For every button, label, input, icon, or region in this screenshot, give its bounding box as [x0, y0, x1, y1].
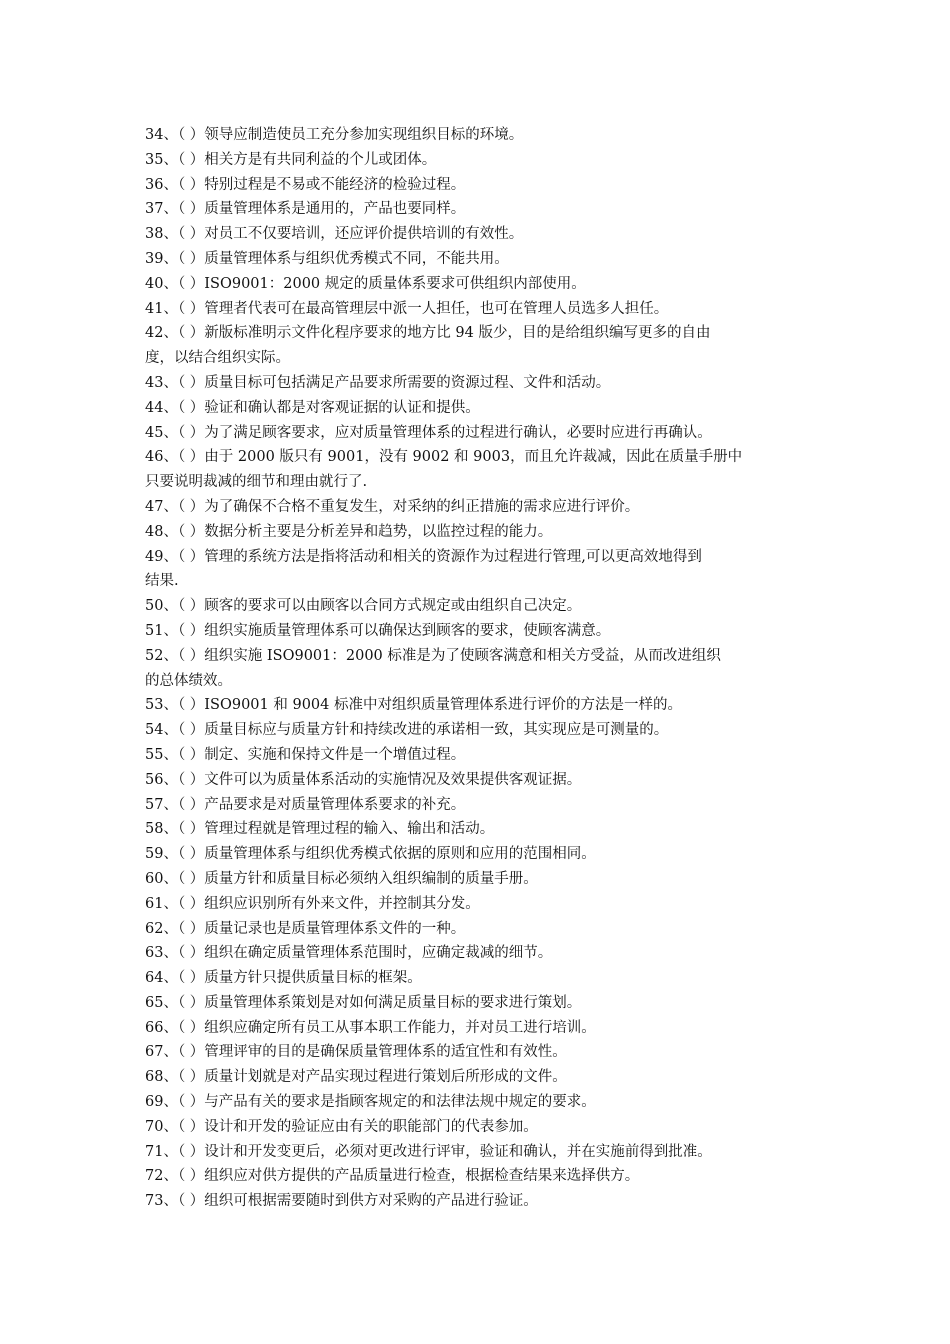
text-line-17: 48、（ ）数据分析主要是分析差异和趋势，以监控过程的能力。 [145, 523, 553, 540]
text-line-9: 42、（ ）新版标准明示文件化程序要求的地方比 94 版少，目的是给组织编写更多的自由 [145, 325, 711, 342]
text-line-33: 62、（ ）质量记录也是质量管理体系文件的一种。 [145, 920, 466, 937]
text-line-20: 50、（ ）顾客的要求可以由顾客以合同方式规定或由组织自己决定。 [145, 598, 582, 615]
text-line-26: 55、（ ）制定、实施和保持文件是一个增值过程。 [145, 746, 466, 763]
text-line-19: 结果. [145, 573, 179, 590]
text-line-14: 46、（ ）由于 2000 版只有 9001，没有 9002 和 9003，而且允许裁减，因此在质量手册中 [145, 449, 743, 466]
text-line-32: 61、（ ）组织应识别所有外来文件，并控制其分发。 [145, 895, 480, 912]
text-line-1: 34、（ ）领导应制造使员工充分参加实现组织目标的环境。 [145, 127, 524, 143]
text-line-29: 58、（ ）管理过程就是管理过程的输入、输出和活动。 [145, 821, 495, 838]
text-line-6: 39、（ ）质量管理体系与组织优秀模式不同，不能共用。 [145, 250, 509, 267]
text-line-38: 67、（ ）管理评审的目的是确保质量管理体系的适宜性和有效性。 [145, 1044, 567, 1061]
text-line-44: 73、（ ）组织可根据需要随时到供方对采购的产品进行验证。 [145, 1193, 538, 1210]
text-line-22: 52、（ ）组织实施 ISO9001：2000 标准是为了使顾客满意和相关方受益，从而改进组织 [145, 647, 721, 664]
text-line-37: 66、（ ）组织应确定所有员工从事本职工作能力，并对员工进行培训。 [145, 1019, 596, 1036]
text-line-35: 64、（ ）质量方针只提供质量目标的框架。 [145, 970, 422, 987]
text-line-12: 44、（ ）验证和确认都是对客观证据的认证和提供。 [145, 399, 480, 416]
text-line-21: 51、（ ）组织实施质量管理体系可以确保达到顾客的要求，使顾客满意。 [145, 622, 611, 639]
text-line-10: 度，以结合组织实际。 [145, 350, 290, 367]
text-line-8: 41、（ ）管理者代表可在最高管理层中派一人担任，也可在管理人员选多人担任。 [145, 300, 669, 317]
text-line-7: 40、（ ）ISO9001：2000 规定的质量体系要求可供组织内部使用。 [145, 275, 586, 292]
text-line-25: 54、（ ）质量目标应与质量方针和持续改进的承诺相一致，其实现应是可测量的。 [145, 722, 669, 739]
text-line-34: 63、（ ）组织在确定质量管理体系范围时，应确定裁减的细节。 [145, 945, 553, 962]
text-line-42: 71、（ ）设计和开发变更后，必须对更改进行评审，验证和确认，并在实施前得到批准。 [145, 1143, 712, 1160]
text-line-16: 47、（ ）为了确保不合格不重复发生，对采纳的纠正措施的需求应进行评价。 [145, 498, 640, 515]
text-line-18: 49、（ ）管理的系统方法是指将活动和相关的资源作为过程进行管理,可以更高效地得到 [145, 548, 702, 565]
text-line-40: 69、（ ）与产品有关的要求是指顾客规定的和法律法规中规定的要求。 [145, 1094, 596, 1111]
text-line-5: 38、（ ）对员工不仅要培训，还应评价提供培训的有效性。 [145, 226, 524, 243]
text-line-30: 59、（ ）质量管理体系与组织优秀模式依据的原则和应用的范围相同。 [145, 846, 596, 863]
text-line-31: 60、（ ）质量方针和质量目标必须纳入组织编制的质量手册。 [145, 870, 538, 887]
text-line-39: 68、（ ）质量计划就是对产品实现过程进行策划后所形成的文件。 [145, 1069, 567, 1086]
text-line-4: 37、（ ）质量管理体系是通用的，产品也要同样。 [145, 201, 466, 218]
text-line-13: 45、（ ）为了满足顾客要求，应对质量管理体系的过程进行确认，必要时应进行再确认。 [145, 424, 712, 441]
text-line-43: 72、（ ）组织应对供方提供的产品质量进行检查，根据检查结果来选择供方。 [145, 1168, 640, 1185]
text-line-27: 56、（ ）文件可以为质量体系活动的实施情况及效果提供客观证据。 [145, 771, 582, 788]
text-line-36: 65、（ ）质量管理体系策划是对如何满足质量目标的要求进行策划。 [145, 994, 582, 1011]
text-line-23: 的总体绩效。 [145, 672, 232, 689]
text-line-15: 只要说明裁减的细节和理由就行了. [145, 474, 368, 491]
text-line-3: 36、（ ）特别过程是不易或不能经济的检验过程。 [145, 176, 466, 193]
text-line-24: 53、（ ）ISO9001 和 9004 标准中对组织质量管理体系进行评价的方法是一样的。 [145, 697, 682, 714]
text-line-2: 35、（ ）相关方是有共同利益的个儿或团体。 [145, 151, 437, 168]
text-line-11: 43、（ ）质量目标可包括满足产品要求所需要的资源过程、文件和活动。 [145, 374, 611, 391]
document-body [145, 123, 813, 1214]
text-line-28: 57、（ ）产品要求是对质量管理体系要求的补充。 [145, 796, 466, 813]
text-line-41: 70、（ ）设计和开发的验证应由有关的职能部门的代表参加。 [145, 1118, 538, 1135]
